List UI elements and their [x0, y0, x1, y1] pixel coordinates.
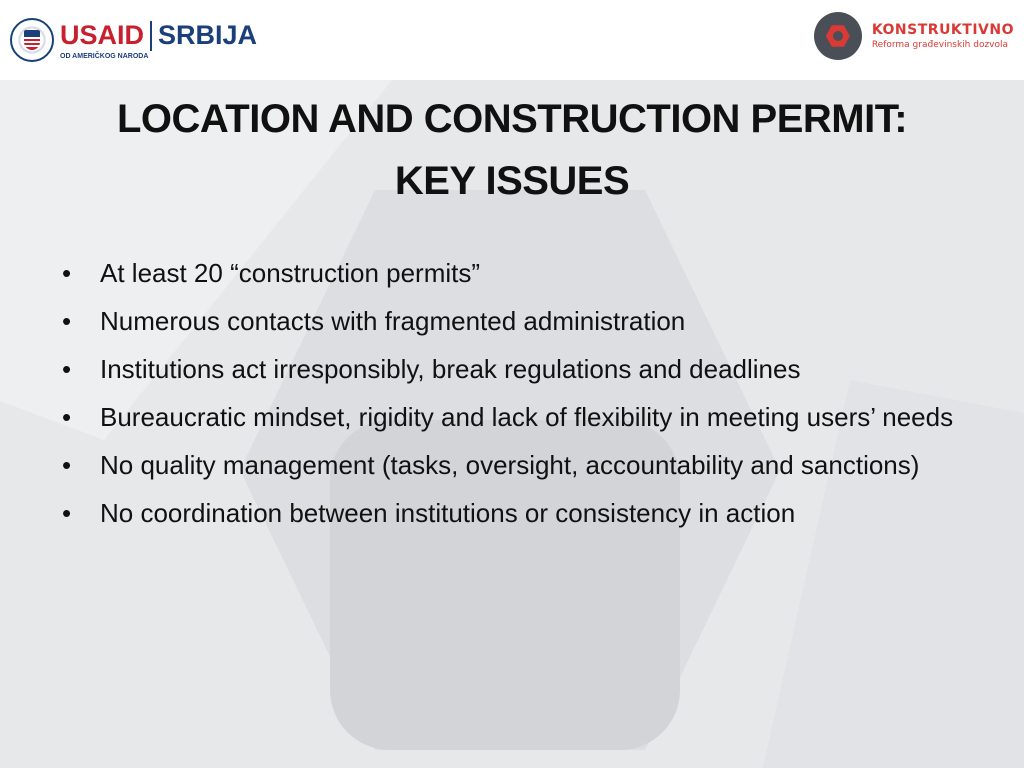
usaid-name: USAID — [60, 20, 145, 50]
title-line-2: KEY ISSUES — [394, 159, 630, 203]
list-item — [60, 492, 970, 534]
bullet-icon: • — [62, 498, 72, 528]
konstruktivno-name: KONSTRUKTIVNO — [871, 22, 1014, 38]
slide-title — [40, 88, 984, 212]
bullet-text: Numerous contacts with fragmented administration — [100, 306, 686, 336]
nut-icon — [814, 12, 862, 60]
bullet-icon: • — [62, 306, 72, 336]
list-item — [60, 348, 970, 390]
konstruktivno-logo — [814, 12, 1014, 60]
bullet-text: Bureaucratic mindset, rigidity and lack of flexibility in meeting users’ needs — [100, 402, 954, 432]
usaid-country: SRBIJA — [158, 20, 258, 50]
header-bar — [0, 0, 1024, 80]
bullet-icon: • — [62, 258, 72, 288]
konstruktivno-subtitle: Reforma građevinskih dozvola — [871, 40, 1009, 50]
bullet-text: No quality management (tasks, oversight, accountability and sanctions) — [100, 450, 920, 480]
usaid-logo — [10, 14, 257, 66]
shield-icon — [24, 30, 40, 50]
bullet-list — [60, 252, 970, 540]
usaid-subtitle: OD AMERIČKOG NARODA — [60, 52, 149, 60]
title-line-1: LOCATION AND CONSTRUCTION PERMIT: — [116, 97, 908, 141]
usaid-seal-icon — [10, 18, 54, 62]
bullet-text: Institutions act irresponsibly, break regulations and deadlines — [100, 354, 801, 384]
logo-divider — [150, 21, 152, 51]
bullet-icon: • — [62, 402, 72, 432]
bullet-text: No coordination between institutions or consistency in action — [100, 498, 796, 528]
list-item — [60, 300, 970, 342]
bullet-icon: • — [62, 450, 72, 480]
list-item — [60, 444, 970, 486]
list-item — [60, 252, 970, 294]
usaid-wordmark — [60, 21, 257, 60]
bullet-text: At least 20 “construction permits” — [100, 258, 481, 288]
bullet-icon: • — [62, 354, 72, 384]
list-item — [60, 396, 970, 438]
